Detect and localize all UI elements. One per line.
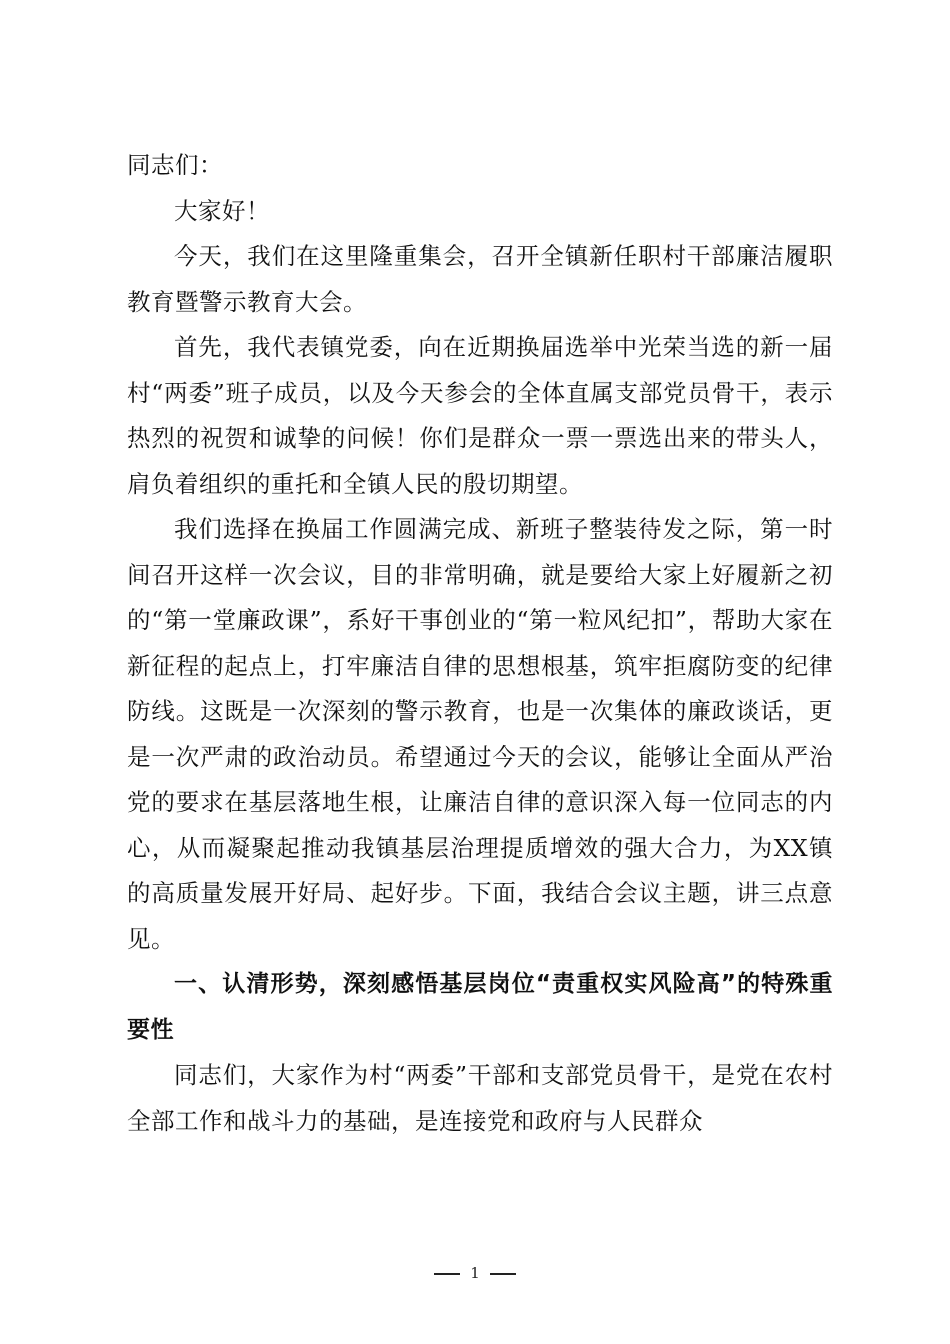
document-body: [127, 143, 833, 1144]
section-paragraph: 同志们，大家作为村“两委”干部和支部党员骨干，是党在农村全部工作和战斗力的基础，是连接党和政府与人民群众: [127, 1061, 833, 1135]
footer-dash-right: [490, 1273, 516, 1275]
congratulation-paragraph: 首先，我代表镇党委，向在近期换届选举中光荣当选的新一届村“两委”班子成员，以及今天参会的全体直属支部党员骨干，表示热烈的祝贺和诚挚的问候！你们是群众一票一票选出来的带头人，肩负着组织的重托和全镇人民的殷切期望。: [127, 333, 833, 498]
section-heading: 一、认清形势，深刻感悟基层岗位“责重权实风险高”的特殊重要性: [127, 971, 833, 1043]
purpose-paragraph: 我们选择在换届工作圆满完成、新班子整装待发之际，第一时间召开这样一次会议，目的非常明确，就是要给大家上好履新之初的“第一堂廉政课”，系好干事创业的“第一粒风纪扣”，帮助大家在新征程的起点上，打牢廉洁自律的思想根基，筑牢拒腐防变的纪律防线。这既是一次深刻的警示教育，也是一次集体的廉政谈话，更是一次严肃的政治动员。希望通过今天的会议，能够让全面从严治党的要求在基层落地生根，让廉洁自律的意识深入每一位同志的内心，从而凝聚起推动我镇基层治理提质增效的强大合力，为XX镇的高质量发展开好局、起好步。下面，我结合会议主题，讲三点意见。: [127, 515, 833, 953]
page-number: 1: [470, 1264, 480, 1282]
salutation: 同志们：: [127, 151, 223, 179]
footer-dash-left: [434, 1273, 460, 1275]
page-footer: [0, 1264, 950, 1282]
opening-paragraph: 今天，我们在这里隆重集会，召开全镇新任职村干部廉洁履职教育暨警示教育大会。: [127, 242, 833, 316]
greeting-paragraph: 大家好！: [174, 196, 270, 225]
